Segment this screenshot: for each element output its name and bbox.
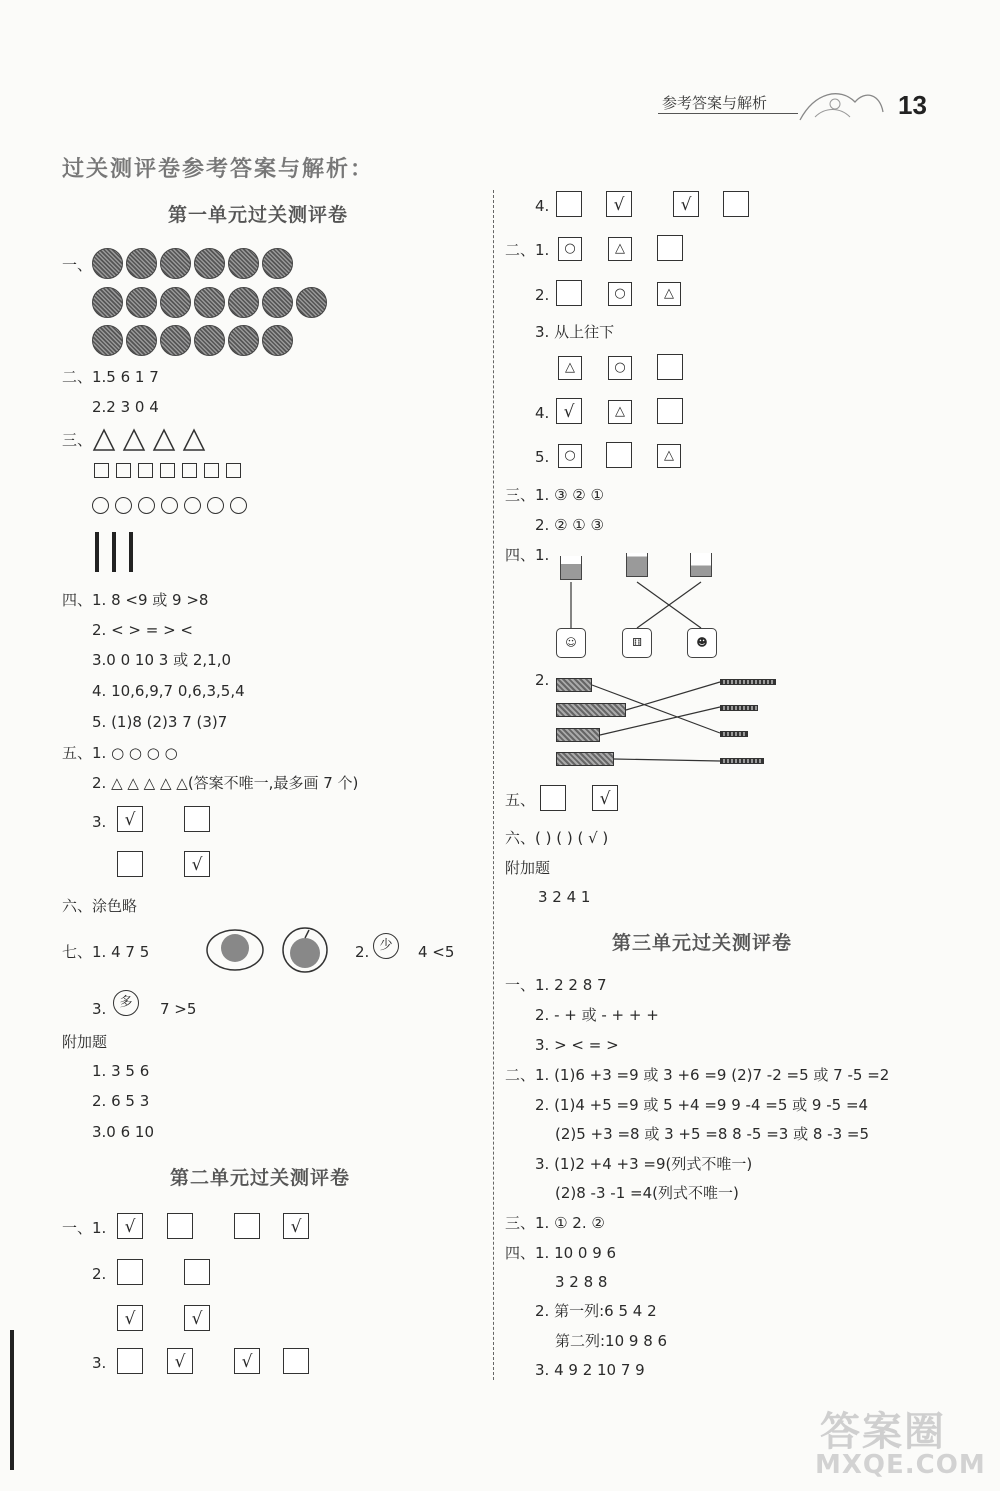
circle-shape <box>207 497 224 514</box>
unit3-title: 第三单元过关测评卷 <box>612 932 793 954</box>
dice-picture-icon: ☻ <box>687 628 717 658</box>
answer-box-empty <box>184 1259 210 1285</box>
unit2-q3-line1: 1. ③ ② ① <box>535 486 604 504</box>
circle-shape <box>161 497 178 514</box>
unit2-q6-text: ( ) ( ) ( √ ) <box>535 829 609 847</box>
unit2-extra-line1: 3 2 4 1 <box>538 888 591 906</box>
unit2-q1-num3: 3. <box>92 1354 107 1372</box>
shaded-dot <box>126 325 157 356</box>
square-shape <box>204 463 219 478</box>
shaded-dot <box>262 325 293 356</box>
unit2-q1-num4: 4. <box>535 197 550 215</box>
answer-box-empty <box>657 354 683 380</box>
answer-box-triangle: △ <box>608 237 632 261</box>
unit1-q4-line1: 1. 8 <9 或 9 >8 <box>92 591 209 609</box>
matching-lines-1 <box>540 580 740 630</box>
unit2-q1-label: 一、 <box>62 1219 93 1237</box>
answer-box-checked: √ <box>117 806 143 832</box>
unit3-q1-label: 一、 <box>505 976 536 994</box>
rod-picture-icon <box>720 758 764 764</box>
unit3-q2-label: 二、 <box>505 1066 536 1084</box>
circle-shape <box>92 497 109 514</box>
answer-box-checked: √ <box>184 851 210 877</box>
unit1-q7-label: 七、 <box>62 943 93 961</box>
shaded-dot <box>92 325 123 356</box>
page-number: 13 <box>898 90 927 120</box>
answer-box-checked: √ <box>592 785 618 811</box>
unit2-q6-label: 六、 <box>505 829 536 847</box>
answer-box-checked: √ <box>556 398 582 424</box>
shaded-dot <box>160 248 191 279</box>
unit2-q2-num5: 5. <box>535 448 550 466</box>
shaded-dot <box>92 287 123 318</box>
unit1-q4-line5: 5. (1)8 (2)3 7 (3)7 <box>92 713 228 731</box>
header-title: 参考答案与解析 <box>662 94 768 112</box>
answer-box-empty <box>184 806 210 832</box>
unit1-q3-circles <box>92 497 253 518</box>
circle-shape <box>138 497 155 514</box>
shaded-dot <box>194 287 225 318</box>
watermark-logo: 答案圈 <box>820 1409 946 1455</box>
answer-box-triangle: △ <box>657 282 681 306</box>
answer-box-triangle: △ <box>558 356 582 380</box>
answer-box-empty <box>117 1348 143 1374</box>
unit1-q7-line3-circled: 多 <box>113 990 139 1016</box>
answer-box-checked: √ <box>184 1305 210 1331</box>
answer-box-empty <box>723 191 749 217</box>
unit1-q6-label: 六、 <box>62 897 93 915</box>
unit3-q2-line4: 3. (1)2 +4 +3 =9(列式不唯一) <box>535 1155 753 1173</box>
answer-box-checked: √ <box>606 191 632 217</box>
square-shape <box>226 463 241 478</box>
unit2-q2-num4: 4. <box>535 404 550 422</box>
unit3-q2-line1: 1. (1)6 +3 =9 或 3 +6 =9 (2)7 -2 =5 或 7 -5 =2 <box>535 1066 890 1084</box>
unit2-q2-num1: 1. <box>535 241 550 259</box>
page-edge-mark <box>10 1330 14 1470</box>
answer-box-circle: ○ <box>608 356 632 380</box>
unit1-q2-label: 二、 <box>62 368 93 386</box>
matching-lines-2 <box>590 675 725 765</box>
answer-box-circle: ○ <box>558 444 582 468</box>
answer-box-circle: ○ <box>608 282 632 306</box>
cup-picture-icon <box>626 553 648 577</box>
unit2-q4-num2: 2. <box>535 671 550 689</box>
stick-shape <box>112 532 116 572</box>
unit3-q1-line1: 1. 2 2 8 7 <box>535 976 607 994</box>
unit1-q7-line2-text: 4 <5 <box>418 943 455 961</box>
unit1-q2-line1: 1.5 6 1 7 <box>92 368 159 386</box>
circle-shape <box>115 497 132 514</box>
unit1-q4-line4: 4. 10,6,9,7 0,6,3,5,4 <box>92 682 245 700</box>
answer-box-checked: √ <box>283 1213 309 1239</box>
square-shape <box>138 463 153 478</box>
unit2-extra-title: 附加题 <box>505 859 551 877</box>
unit1-q7-line3-num: 3. <box>92 1000 107 1018</box>
answer-box-checked: √ <box>117 1213 143 1239</box>
stick-shape <box>129 532 133 572</box>
unit2-q1-num2: 2. <box>92 1265 107 1283</box>
answer-box-empty <box>117 1259 143 1285</box>
answer-box-empty <box>540 785 566 811</box>
unit1-q5-line2: 2. △ △ △ △ △(答案不唯一,最多画 7 个) <box>92 774 359 792</box>
unit1-q5-label: 五、 <box>62 744 93 762</box>
shaded-dot <box>228 287 259 318</box>
shaded-dot <box>92 248 123 279</box>
unit2-q1-num1: 1. <box>92 1219 107 1237</box>
shaded-dot <box>296 287 327 318</box>
rod-picture-icon <box>720 679 776 685</box>
answer-box-checked: √ <box>167 1348 193 1374</box>
unit1-q7-line2-circled: 少 <box>373 933 399 959</box>
dice-picture-icon: ⚅ <box>622 628 652 658</box>
unit3-q1-line2: 2. - + 或 - + + + <box>535 1006 659 1024</box>
shaded-dot <box>228 248 259 279</box>
unit1-q5-line3-num: 3. <box>92 813 107 831</box>
shaded-dot <box>228 325 259 356</box>
unit1-q7-line3-text: 7 >5 <box>160 1000 197 1018</box>
stick-shape <box>95 532 99 572</box>
unit1-q4-line3: 3.0 0 10 3 或 2,1,0 <box>92 651 232 669</box>
answer-box-checked: √ <box>673 191 699 217</box>
shaded-dot <box>262 287 293 318</box>
unit2-q2-num2: 2. <box>535 286 550 304</box>
unit3-q4-line5: 3. 4 9 2 10 7 9 <box>535 1361 645 1379</box>
circle-shape <box>230 497 247 514</box>
cup-picture-icon <box>690 553 712 577</box>
unit1-q2-line2: 2.2 3 0 4 <box>92 398 159 416</box>
unit2-q3-label: 三、 <box>505 486 536 504</box>
shaded-dot <box>262 248 293 279</box>
rod-picture-icon <box>720 705 758 711</box>
unit3-q2-line5: (2)8 -3 -1 =4(列式不唯一) <box>555 1184 739 1202</box>
unit3-q2-line3: (2)5 +3 =8 或 3 +5 =8 8 -5 =3 或 8 -3 =5 <box>555 1125 869 1143</box>
unit1-q7-line2-num: 2. <box>355 943 370 961</box>
answer-box-empty <box>117 851 143 877</box>
answer-box-triangle: △ <box>657 444 681 468</box>
watermark-url: MXQE.COM <box>815 1450 986 1480</box>
unit3-q4-label: 四、 <box>505 1244 536 1262</box>
answer-box-empty <box>556 191 582 217</box>
unit2-q2-label: 二、 <box>505 241 536 259</box>
unit1-q6-text: 涂色略 <box>92 897 138 915</box>
unit1-q3-squares <box>94 463 248 482</box>
answer-box-checked: √ <box>234 1348 260 1374</box>
unit1-q3-label: 三、 <box>62 431 93 449</box>
unit3-q4-line1: 1. 10 0 9 6 <box>535 1244 617 1262</box>
unit1-q1-label: 一、 <box>62 256 93 274</box>
answer-box-empty <box>167 1213 193 1239</box>
unit3-q4-line4: 第二列:10 9 8 6 <box>555 1332 668 1350</box>
unit2-title: 第二单元过关测评卷 <box>170 1167 351 1189</box>
cup-picture-icon <box>560 556 582 580</box>
column-divider <box>493 190 494 1380</box>
unit2-q3-line2: 2. ② ① ③ <box>535 516 604 534</box>
unit1-extra-line2: 2. 6 5 3 <box>92 1092 150 1110</box>
answer-box-empty <box>234 1213 260 1239</box>
unit3-q1-line3: 3. > < = > <box>535 1036 619 1054</box>
shaded-dot <box>126 248 157 279</box>
square-shape <box>94 463 109 478</box>
unit3-q3-label: 三、 <box>505 1214 536 1232</box>
unit3-q3-text: 1. ① 2. ② <box>535 1214 605 1232</box>
shaded-dot <box>126 287 157 318</box>
dice-picture-icon: ☺ <box>556 628 586 658</box>
unit2-q2-line3: 3. 从上往下 <box>535 323 615 341</box>
header-rule <box>658 113 798 114</box>
block-picture-icon <box>556 678 592 692</box>
unit1-q4-line2: 2. < > = > < <box>92 621 193 639</box>
answer-box-checked: √ <box>117 1305 143 1331</box>
circle-shape <box>184 497 201 514</box>
square-shape <box>160 463 175 478</box>
shaded-dot <box>160 325 191 356</box>
unit1-extra-title: 附加题 <box>62 1033 108 1051</box>
unit1-q4-label: 四、 <box>62 591 93 609</box>
answer-box-empty <box>657 398 683 424</box>
answer-box-empty <box>283 1348 309 1374</box>
answer-box-empty <box>657 235 683 261</box>
answer-box-empty <box>556 280 582 306</box>
unit1-q5-line1: 1. ○ ○ ○ ○ <box>92 744 178 762</box>
answer-box-empty <box>606 442 632 468</box>
shaded-dot <box>194 248 225 279</box>
unit3-q4-line2: 3 2 8 8 <box>555 1273 608 1291</box>
shaded-dot <box>194 325 225 356</box>
unit3-q2-line2: 2. (1)4 +5 =9 或 5 +4 =9 9 -4 =5 或 9 -5 =4 <box>535 1096 869 1114</box>
unit3-q4-line3: 2. 第一列:6 5 4 2 <box>535 1302 657 1320</box>
square-shape <box>116 463 131 478</box>
unit1-q7-line1: 1. 4 7 5 <box>92 943 150 961</box>
square-shape <box>182 463 197 478</box>
unit2-q4-num1: 1. <box>535 546 550 564</box>
unit1-extra-line1: 1. 3 5 6 <box>92 1062 150 1080</box>
unit2-q4-label: 四、 <box>505 546 536 564</box>
answer-box-circle: ○ <box>558 237 582 261</box>
unit1-extra-line3: 3.0 6 10 <box>92 1123 155 1141</box>
shaded-dot <box>160 287 191 318</box>
fruit-pictures-icon <box>205 926 330 976</box>
unit2-q5-label: 五、 <box>505 791 536 809</box>
header-decoration-icon <box>795 82 885 127</box>
unit1-title: 第一单元过关测评卷 <box>168 204 349 226</box>
answer-box-triangle: △ <box>608 400 632 424</box>
main-title: 过关测评卷参考答案与解析： <box>62 157 375 182</box>
rod-picture-icon <box>720 731 748 737</box>
unit1-q3-triangles <box>92 428 217 452</box>
